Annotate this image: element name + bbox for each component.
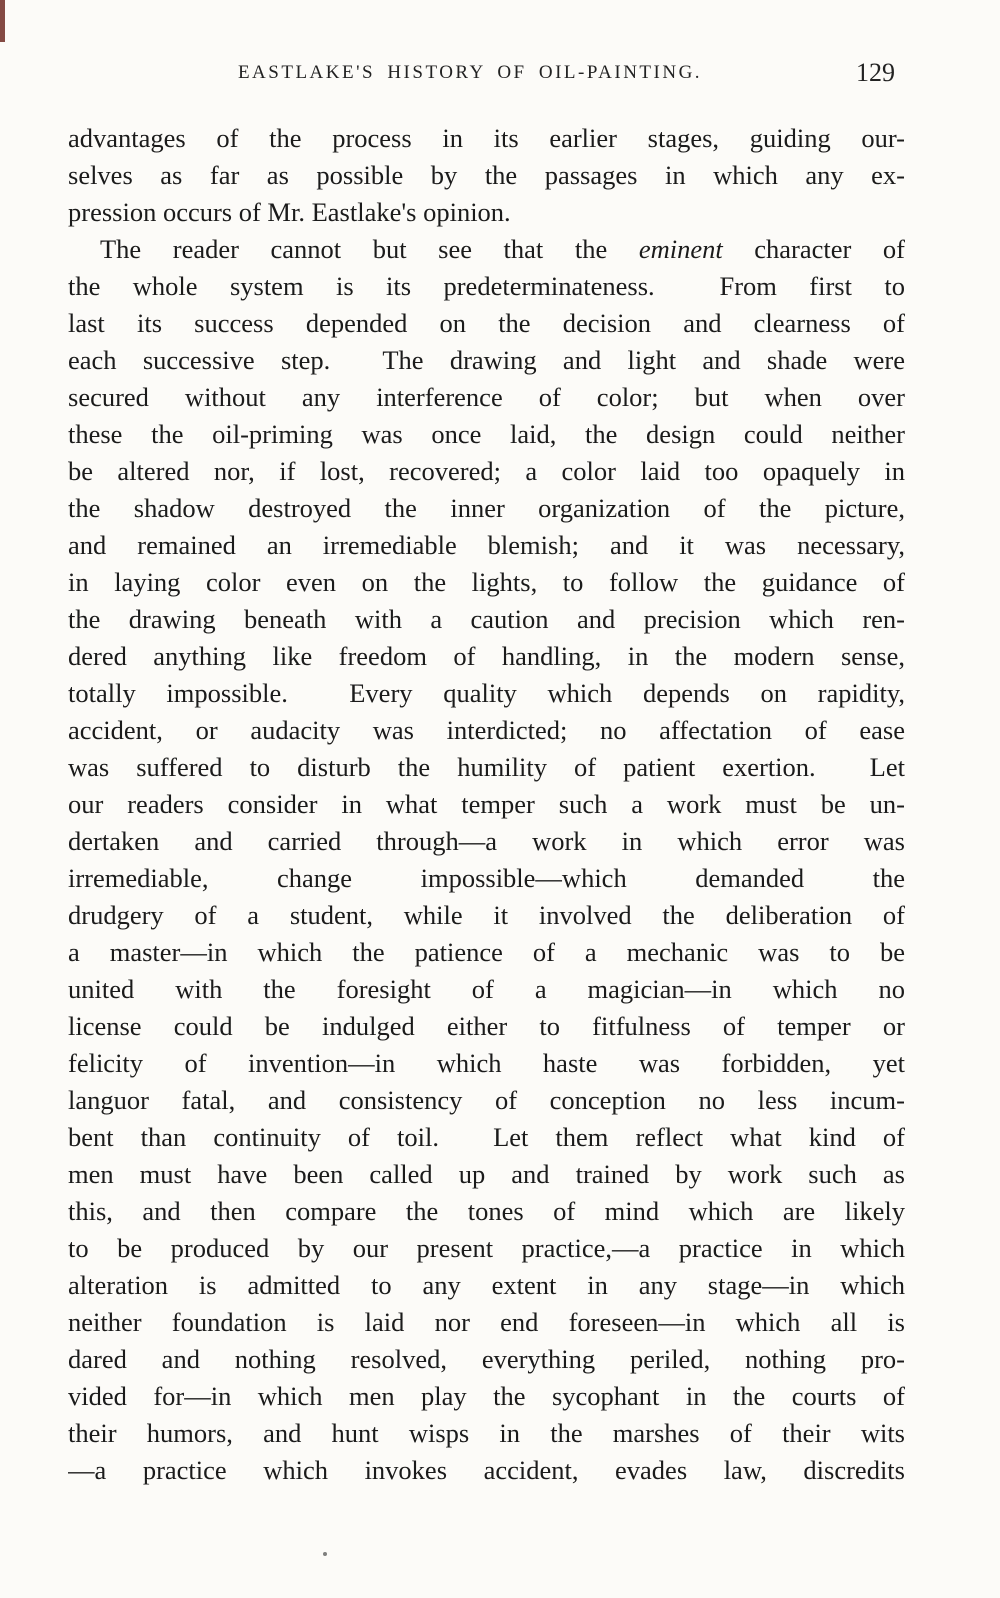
paragraph [68,231,905,1489]
text-segment: this, and then compare the tones of mind which are likely [68,1196,905,1226]
text-segment: these the oil-priming was once laid, the design could neither [68,419,905,449]
text-line [68,1045,905,1082]
text-line [68,1082,905,1119]
text-segment: character of [722,234,905,264]
text-segment: dered anything like freedom of handling, in the modern sense, [68,641,905,671]
italic-text: eminent [638,234,723,264]
text-segment: united with the foresight of a magician—in which no [68,974,905,1004]
text-line [68,564,905,601]
text-segment: the drawing beneath with a caution and precision which ren- [68,604,905,634]
page-number: 129 [856,58,895,87]
text-line [68,157,905,194]
text-segment: our readers consider in what temper such a work must be un- [68,789,905,819]
text-line [68,601,905,638]
text-segment: and remained an irremediable blemish; and it was necessary, [68,530,905,560]
text-segment: dared and nothing resolved, everything periled, nothing pro- [68,1344,905,1374]
text-line [68,1304,905,1341]
text-line [68,1193,905,1230]
scan-dot-artifact [323,1552,327,1556]
text-line [68,268,905,305]
text-segment: men must have been called up and trained by work such as [68,1159,905,1189]
text-segment: irremediable, change impossible—which demanded the [68,863,905,893]
running-header [0,58,1000,92]
text-line [68,453,905,490]
text-line [68,305,905,342]
text-line [68,1119,905,1156]
text-line [68,1378,905,1415]
text-segment: pression occurs of Mr. Eastlake's opinion. [68,197,511,227]
text-line [68,490,905,527]
text-line [68,1267,905,1304]
text-line [68,379,905,416]
text-line [68,786,905,823]
text-segment: drudgery of a student, while it involved the deliberation of [68,900,905,930]
text-segment: was suffered to disturb the humility of patient exertion. Let [68,752,905,782]
text-line [68,897,905,934]
text-line [68,1415,905,1452]
text-segment: bent than continuity of toil. Let them reflect what kind of [68,1122,905,1152]
text-line [68,823,905,860]
text-segment: be altered nor, if lost, recovered; a color laid too opaquely in [68,456,905,486]
text-segment: a master—in which the patience of a mechanic was to be [68,937,905,967]
text-line [68,1341,905,1378]
text-line [68,749,905,786]
text-line [68,231,905,268]
text-segment: the whole system is its predeterminateness. From first to [68,271,905,301]
text-segment: secured without any interference of color; but when over [68,382,905,412]
text-segment: each successive step. The drawing and light and shade were [68,345,905,375]
text-segment: the shadow destroyed the inner organization of the picture, [68,493,905,523]
text-line [68,342,905,379]
text-segment: advantages of the process in its earlier stages, guiding our- [68,123,905,153]
text-line [68,1008,905,1045]
text-line [68,971,905,1008]
page-text [0,120,1000,1489]
text-line [68,860,905,897]
running-title: EASTLAKE'S HISTORY OF OIL-PAINTING. [237,62,703,83]
text-line [68,1452,905,1489]
text-line [68,1156,905,1193]
text-segment: selves as far as possible by the passages in which any ex- [68,160,905,190]
text-line [68,712,905,749]
text-segment: felicity of invention—in which haste was forbidden, yet [68,1048,905,1078]
text-segment: alteration is admitted to any extent in any stage—in which [68,1270,905,1300]
text-segment: dertaken and carried through—a work in which error was [68,826,905,856]
text-line [68,194,905,231]
text-segment: neither foundation is laid nor end foreseen—in which all is [68,1307,905,1337]
text-segment: languor fatal, and consistency of conception no less incum- [68,1085,905,1115]
text-segment: license could be indulged either to fitfulness of temper or [68,1011,905,1041]
text-line [68,120,905,157]
text-line [68,934,905,971]
text-segment: last its success depended on the decision and clearness of [68,308,905,338]
text-line [68,675,905,712]
text-line [68,527,905,564]
text-segment: The reader cannot but see that the [100,234,639,264]
text-segment: totally impossible. Every quality which depends on rapidity, [68,678,905,708]
text-segment: accident, or audacity was interdicted; no affectation of ease [68,715,905,745]
text-segment: their humors, and hunt wisps in the marshes of their wits [68,1418,905,1448]
scan-edge-artifact [0,0,5,42]
text-segment: in laying color even on the lights, to follow the guidance of [68,567,905,597]
text-segment: —a practice which invokes accident, evades law, discredits [68,1455,905,1485]
text-line [68,638,905,675]
text-segment: vided for—in which men play the sycophant in the courts of [68,1381,905,1411]
paragraph [68,120,905,231]
text-line [68,416,905,453]
text-line [68,1230,905,1267]
text-segment: to be produced by our present practice,—a practice in which [68,1233,905,1263]
